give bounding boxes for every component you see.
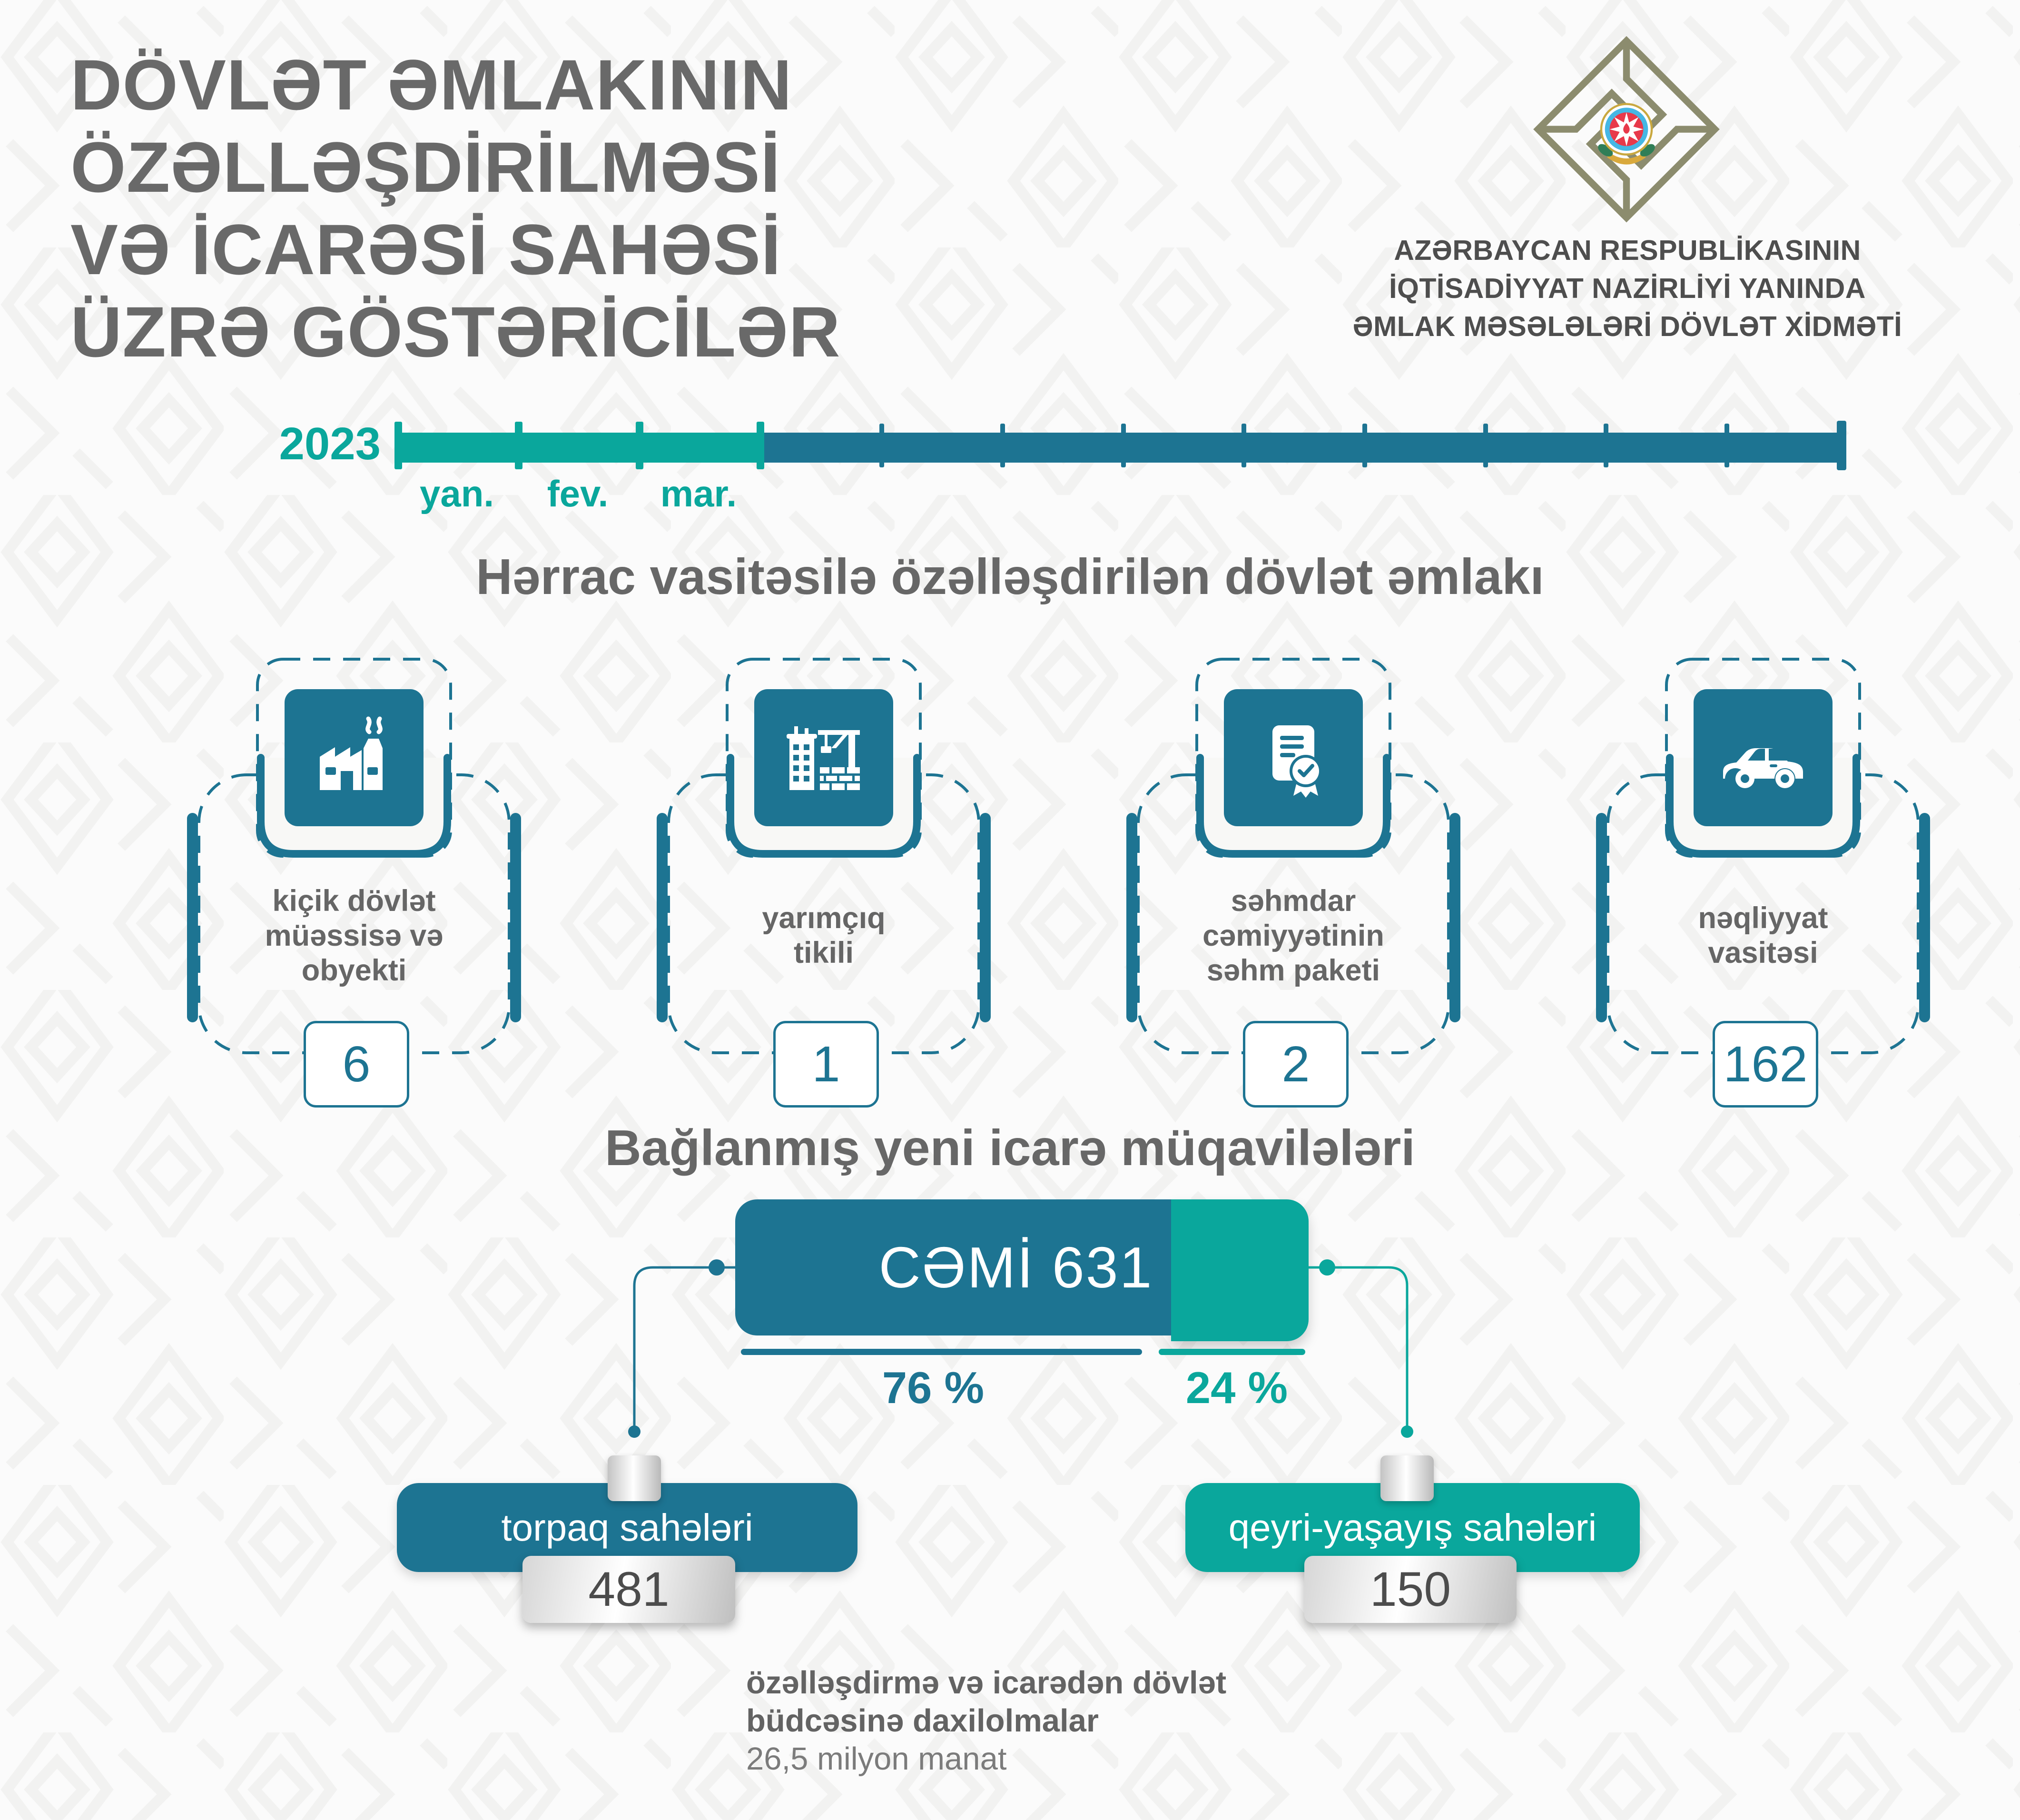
timeline-tick <box>1362 424 1367 467</box>
lease-percent-nonresidential: 24 % <box>1185 1363 1288 1413</box>
timeline-tick <box>1242 424 1246 467</box>
auction-card-unfinished-building <box>589 652 1059 1109</box>
nonresidential-areas-box: qeyri-yaşayış sahələri <box>1185 1483 1640 1572</box>
timeline-endcap <box>1837 421 1846 470</box>
org-name-line: ƏMLAK MƏSƏLƏLƏRİ DÖVLƏT XİDMƏTİ <box>1352 311 1902 342</box>
card-label <box>622 875 1025 997</box>
page-title-line: ÜZRƏ GÖSTƏRİCİLƏR <box>70 292 841 372</box>
page-title-line: DÖVLƏT ƏMLAKININ <box>70 45 793 125</box>
org-name-line: AZƏRBAYCAN RESPUBLİKASININ <box>1394 235 1861 266</box>
card-value-badge: 6 <box>304 1021 409 1108</box>
card-icon-tile <box>754 689 893 826</box>
lease-percent-land: 76 % <box>882 1363 985 1413</box>
card-label-line: cəmiyyətinin <box>1202 919 1384 952</box>
timeline-tick <box>1724 424 1729 467</box>
timeline-tick <box>394 422 402 469</box>
land-areas-box: torpaq sahələri <box>397 1483 857 1572</box>
page-title-line: VƏ İCARƏSİ SAHƏSİ <box>70 209 781 289</box>
budget-note-line: özəlləşdirmə və icarədən dövlət <box>746 1665 1227 1701</box>
card-label-line: obyekti <box>301 953 407 987</box>
timeline-tick <box>1604 424 1608 467</box>
card-value-badge: 2 <box>1243 1021 1349 1108</box>
timeline-tick <box>879 424 884 467</box>
timeline-tick <box>1483 424 1488 467</box>
timeline-tick <box>636 422 643 469</box>
card-label-line: nəqliyyat <box>1698 901 1828 935</box>
card-label-line: müəssisə və <box>265 919 443 952</box>
connector-tab <box>608 1455 661 1501</box>
card-label-line: tikili <box>793 936 854 969</box>
auction-section-title: Hərrac vasitəsilə özəlləşdirilən dövlət əmlakı <box>476 549 1544 605</box>
timeline-month-label: mar. <box>660 473 737 514</box>
timeline-tick <box>1000 424 1005 467</box>
auction-card-small-enterprise <box>119 652 589 1109</box>
lease-underline-land <box>741 1349 1142 1355</box>
card-label <box>1561 875 1965 997</box>
construction-icon <box>776 710 871 805</box>
card-icon-tile <box>1224 689 1363 826</box>
card-label-line: kiçik dövlət <box>272 884 436 918</box>
lease-total-label: CƏMİ 631 <box>878 1235 1153 1300</box>
card-label <box>1092 875 1495 997</box>
card-icon-tile <box>285 689 424 826</box>
timeline-tick <box>515 422 522 469</box>
timeline-month-label: fev. <box>547 473 609 514</box>
car-icon <box>1715 710 1811 805</box>
budget-note-value: 26,5 milyon manat <box>746 1741 1007 1777</box>
timeline-month-label: yan. <box>419 473 494 514</box>
connector-tab <box>1380 1455 1434 1501</box>
org-name-line: İQTİSADİYYAT NAZİRLİYİ YANINDA <box>1389 273 1866 304</box>
page-title-line: ÖZƏLLƏŞDİRİLMƏSİ <box>70 127 781 207</box>
card-label <box>152 875 556 997</box>
auction-card-share-package <box>1058 652 1528 1109</box>
card-label-line: yarımçıq <box>762 901 886 935</box>
page-title <box>70 44 841 373</box>
card-label-line: vasitəsi <box>1708 936 1818 969</box>
budget-note-line: büdcəsinə daxilolmalar <box>746 1703 1099 1739</box>
timeline-rest-bar <box>761 433 1837 463</box>
card-label-line: səhmdar <box>1231 884 1356 918</box>
timeline-tick <box>1121 424 1126 467</box>
timeline-highlight-bar <box>394 433 761 463</box>
factory-icon <box>306 710 402 805</box>
lease-underline-nonresidential <box>1159 1349 1305 1355</box>
card-icon-tile <box>1694 689 1833 826</box>
lease-section-title: Bağlanmış yeni icarə müqavilələri <box>605 1120 1415 1176</box>
agency-logo-icon <box>1508 31 1745 231</box>
card-value-badge: 162 <box>1713 1021 1818 1108</box>
card-value-badge: 1 <box>773 1021 879 1108</box>
timeline-year-label: 2023 <box>279 418 381 469</box>
budget-receipts-note <box>746 1664 1226 1778</box>
lease-total-bar <box>735 1199 1309 1342</box>
azerbaijan-emblem-icon <box>1596 104 1657 165</box>
land-areas-value: 481 <box>522 1556 735 1623</box>
nonresidential-areas-value: 150 <box>1304 1556 1517 1623</box>
timeline-tick <box>757 422 764 469</box>
auction-card-vehicle <box>1528 652 1998 1109</box>
card-label-line: səhm paketi <box>1206 953 1380 987</box>
organization-name <box>1266 231 1989 346</box>
certificate-icon <box>1246 710 1341 805</box>
